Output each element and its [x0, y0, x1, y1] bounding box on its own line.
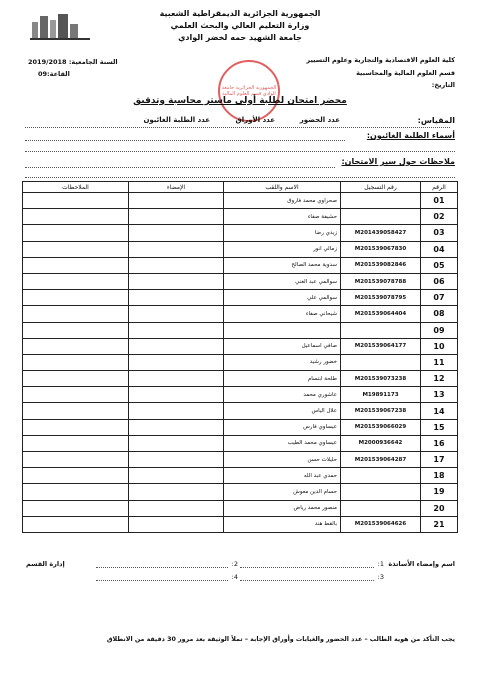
- row-name: سدوية محمد الصالح: [224, 257, 341, 273]
- table-body: [23, 193, 458, 533]
- row-signature: [129, 338, 224, 354]
- row-name: سوالمي علي: [224, 290, 341, 306]
- row-number: 15: [421, 419, 458, 435]
- row-number: 07: [421, 290, 458, 306]
- row-registration: [341, 500, 421, 516]
- row-signature: [129, 322, 224, 338]
- row-registration: M201539064177: [341, 338, 421, 354]
- row-signature: [129, 452, 224, 468]
- header-number: الرقم: [421, 182, 458, 193]
- row-name: عيساوي محمد الطيب: [224, 435, 341, 451]
- row-number: 09: [421, 322, 458, 338]
- row-signature: [129, 516, 224, 532]
- notes-line-2: [25, 176, 455, 178]
- absent-names-field: أسماء الطلبة الغائبون:: [366, 131, 455, 140]
- row-name: طلحة ابتسام: [224, 371, 341, 387]
- row-signature: [129, 306, 224, 322]
- proctor-4-label: 4:: [231, 573, 238, 581]
- row-number: 08: [421, 306, 458, 322]
- university-name: جامعة الشهيد حمه لخضر الوادي: [178, 33, 302, 42]
- row-number: 17: [421, 452, 458, 468]
- row-notes: [23, 225, 129, 241]
- row-signature: [129, 419, 224, 435]
- row-registration: M2000936642: [341, 435, 421, 451]
- row-notes: [23, 452, 129, 468]
- republic-title: الجمهورية الجزائرية الديمقراطية الشعبية: [159, 9, 321, 18]
- row-number: 06: [421, 273, 458, 289]
- table-row: [23, 435, 458, 451]
- proctor-2-label: 2:: [231, 560, 238, 568]
- row-name: عيساوي فارس: [224, 419, 341, 435]
- table-row: [23, 290, 458, 306]
- page-title: محضر امتحان لطلبة أولى ماستر محاسبة وتدقيق: [133, 96, 347, 106]
- row-notes: [23, 290, 129, 306]
- row-registration: M201539078795: [341, 290, 421, 306]
- footer-note: يجب التأكد من هوية الطالب – عدد الحضور والغيابات وأوراق الإجابة – تملأ الوثيقة بعد مرور 30 دقيقة من الانطلاق: [106, 636, 455, 643]
- row-registration: M201539078788: [341, 273, 421, 289]
- attendance-table: [22, 181, 458, 533]
- row-name: بالقط هند: [224, 516, 341, 532]
- table-row: [23, 225, 458, 241]
- sheet-count-field: عدد الأوراق: [235, 116, 275, 124]
- row-number: 14: [421, 403, 458, 419]
- row-name: حليلات حسن: [224, 452, 341, 468]
- row-registration: M201539067830: [341, 241, 421, 257]
- table-row: [23, 273, 458, 289]
- table-row: [23, 419, 458, 435]
- academic-year: السنة الجامعية: 2019/2018: [28, 58, 118, 66]
- proctor-1-line: [240, 567, 374, 568]
- row-notes: [23, 516, 129, 532]
- header-name: الاسم واللقب: [224, 182, 341, 193]
- row-registration: [341, 322, 421, 338]
- room-label: القاعة:09: [38, 70, 70, 78]
- row-signature: [129, 273, 224, 289]
- row-number: 04: [421, 241, 458, 257]
- row-number: 02: [421, 209, 458, 225]
- notes-title: ملاحظات حول سير الامتحان:: [341, 157, 455, 166]
- faculty-name: كلية العلوم الاقتصادية والتجارية وعلوم التسيير: [306, 56, 455, 64]
- row-notes: [23, 403, 129, 419]
- row-name: منصور محمد رياض: [224, 500, 341, 516]
- row-notes: [23, 322, 129, 338]
- row-notes: [23, 209, 129, 225]
- proctor-2-line: [96, 567, 228, 568]
- row-notes: [23, 435, 129, 451]
- row-notes: [23, 306, 129, 322]
- row-notes: [23, 419, 129, 435]
- table-header-row: [23, 182, 458, 193]
- row-notes: [23, 387, 129, 403]
- row-registration: [341, 484, 421, 500]
- table-row: [23, 193, 458, 209]
- row-number: 12: [421, 371, 458, 387]
- row-registration: M201539066029: [341, 419, 421, 435]
- row-name: صافي اسماعيل: [224, 338, 341, 354]
- table-row: [23, 484, 458, 500]
- table-row: [23, 354, 458, 370]
- row-number: 10: [421, 338, 458, 354]
- row-registration: [341, 209, 421, 225]
- table-row: [23, 306, 458, 322]
- row-signature: [129, 387, 224, 403]
- proctor-3-label: 3:: [377, 573, 384, 581]
- header-signature: الإمضاء: [129, 182, 224, 193]
- row-number: 05: [421, 257, 458, 273]
- row-notes: [23, 273, 129, 289]
- row-signature: [129, 484, 224, 500]
- row-signature: [129, 371, 224, 387]
- proctors-label: اسم وإمضاء الأساتذة: [388, 560, 455, 568]
- row-registration: M201539067238: [341, 403, 421, 419]
- row-number: 21: [421, 516, 458, 532]
- row-name: عاشوري محمد: [224, 387, 341, 403]
- row-notes: [23, 338, 129, 354]
- row-notes: [23, 354, 129, 370]
- row-number: 01: [421, 193, 458, 209]
- table-row: [23, 500, 458, 516]
- notes-line-1: [25, 166, 335, 168]
- row-name: زمالي انور: [224, 241, 341, 257]
- row-signature: [129, 403, 224, 419]
- row-registration: [341, 354, 421, 370]
- row-name: حمدي عبد الله: [224, 468, 341, 484]
- row-signature: [129, 500, 224, 516]
- table-row: [23, 403, 458, 419]
- row-number: 03: [421, 225, 458, 241]
- row-name: خضور رشيد: [224, 354, 341, 370]
- row-registration: M19891173: [341, 387, 421, 403]
- absent-count-field: عدد الطلبة الغائبون: [143, 116, 210, 124]
- row-notes: [23, 484, 129, 500]
- absent-names-line-1: [25, 139, 345, 141]
- row-name: سوالمي عبد الغني: [224, 273, 341, 289]
- date-label: التاريخ:: [431, 81, 455, 89]
- table-row: [23, 209, 458, 225]
- row-signature: [129, 209, 224, 225]
- row-notes: [23, 241, 129, 257]
- row-registration: M201439058427: [341, 225, 421, 241]
- row-signature: [129, 241, 224, 257]
- row-notes: [23, 193, 129, 209]
- table-row: [23, 241, 458, 257]
- table-row: [23, 371, 458, 387]
- row-registration: [341, 468, 421, 484]
- present-count-field: عدد الحضور: [299, 116, 340, 124]
- row-name: شيحاني صفاء: [224, 306, 341, 322]
- row-registration: [341, 193, 421, 209]
- admin-label: إدارة القسم: [26, 560, 65, 568]
- proctor-3-line: [240, 580, 374, 581]
- table-row: [23, 387, 458, 403]
- subject-field: المقياس:: [417, 116, 455, 125]
- official-stamp-icon: الجمهورية الجزائرية جامعة الوادي قسم العلوم المالية: [218, 60, 280, 122]
- table-row: [23, 516, 458, 532]
- ministry-title: وزارة التعليم العالي والبحث العلمي: [170, 21, 310, 30]
- row-registration: M201539064626: [341, 516, 421, 532]
- row-signature: [129, 193, 224, 209]
- row-signature: [129, 354, 224, 370]
- table-row: [23, 468, 458, 484]
- subject-line: [25, 126, 450, 128]
- department-name: قسم العلوم المالية والمحاسبية: [356, 69, 455, 77]
- row-signature: [129, 225, 224, 241]
- row-registration: M201539082846: [341, 257, 421, 273]
- row-notes: [23, 371, 129, 387]
- row-number: 16: [421, 435, 458, 451]
- absent-names-line-2: [25, 150, 455, 152]
- row-notes: [23, 500, 129, 516]
- row-registration: M201539064287: [341, 452, 421, 468]
- table-row: [23, 452, 458, 468]
- row-signature: [129, 435, 224, 451]
- row-signature: [129, 290, 224, 306]
- table-row: [23, 338, 458, 354]
- row-name: صحراوي محمد فاروق: [224, 193, 341, 209]
- header-notes: الملاحظات: [23, 182, 129, 193]
- row-number: 20: [421, 500, 458, 516]
- row-name: حشيفة صفاء: [224, 209, 341, 225]
- row-number: 19: [421, 484, 458, 500]
- header-registration: رقم التسجيل: [341, 182, 421, 193]
- row-name: حسام الدين معوش: [224, 484, 341, 500]
- row-registration: M201539073238: [341, 371, 421, 387]
- row-signature: [129, 468, 224, 484]
- row-number: 18: [421, 468, 458, 484]
- row-notes: [23, 257, 129, 273]
- row-name: [224, 322, 341, 338]
- row-notes: [23, 468, 129, 484]
- row-name: علال الياس: [224, 403, 341, 419]
- table-row: [23, 257, 458, 273]
- table-row: [23, 322, 458, 338]
- proctor-4-line: [96, 580, 228, 581]
- row-signature: [129, 257, 224, 273]
- row-number: 11: [421, 354, 458, 370]
- proctor-1-label: 1:: [377, 560, 384, 568]
- row-name: زيدي رضا: [224, 225, 341, 241]
- row-number: 13: [421, 387, 458, 403]
- row-registration: M201539064404: [341, 306, 421, 322]
